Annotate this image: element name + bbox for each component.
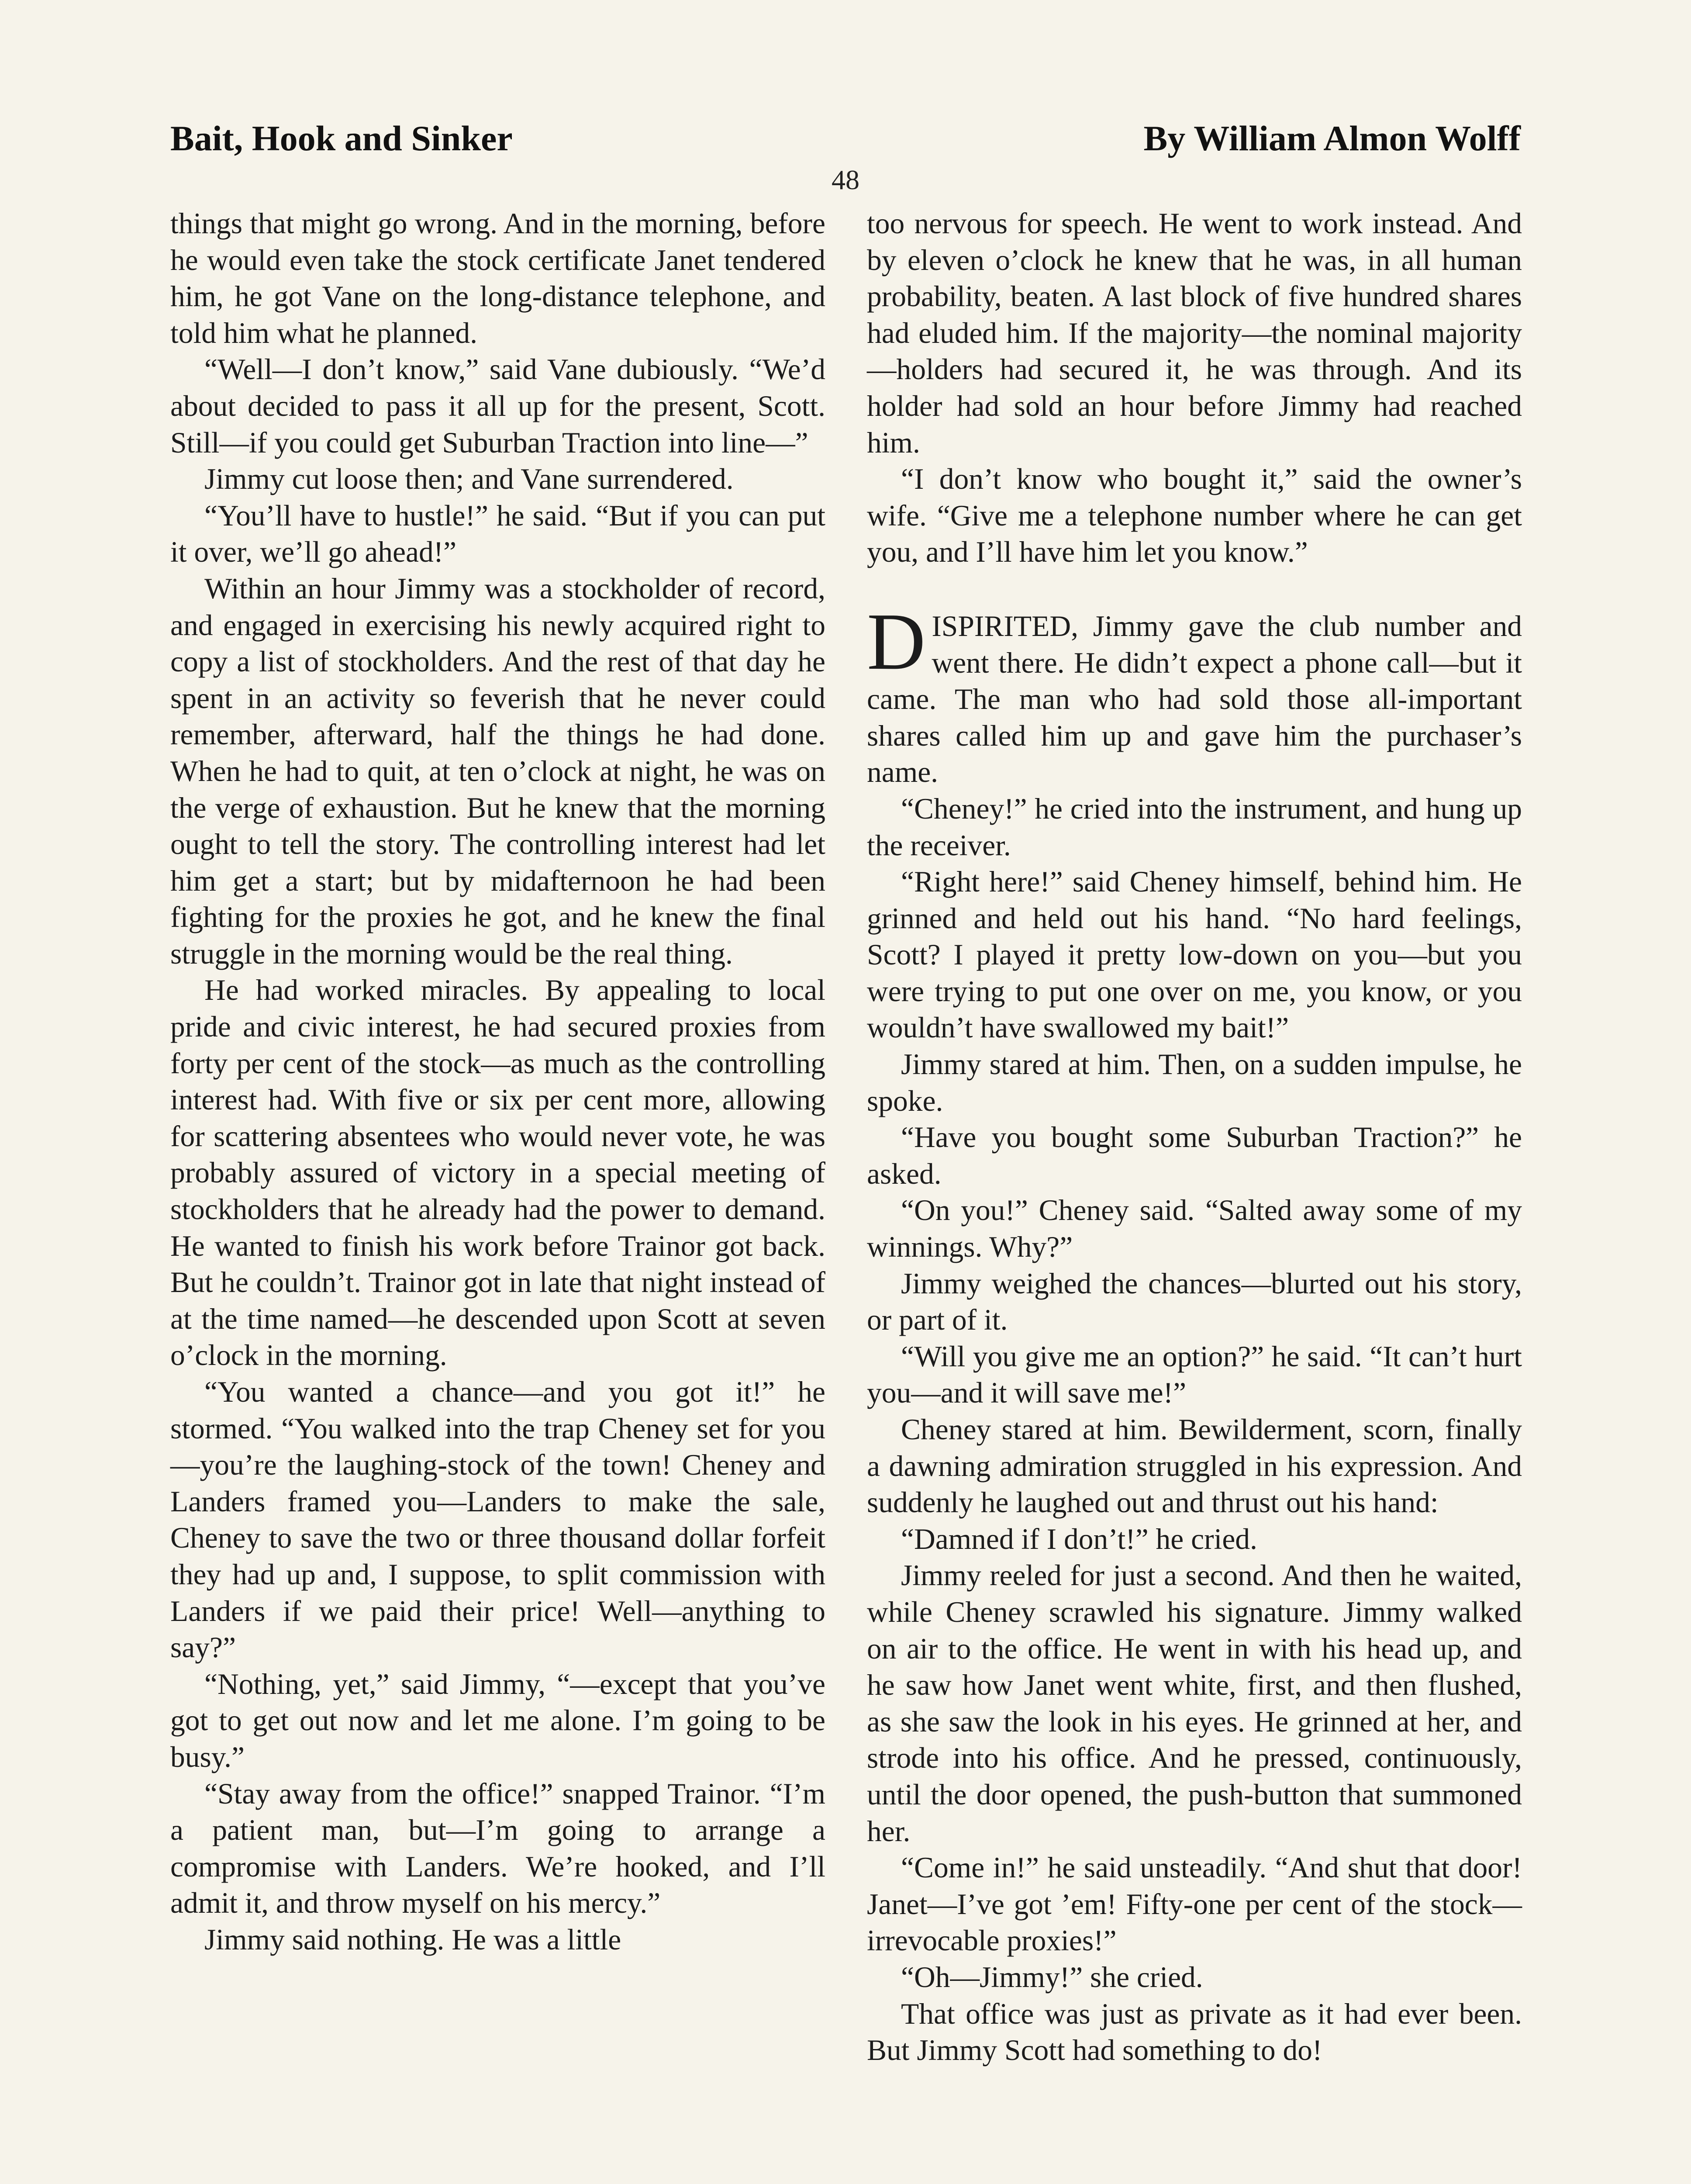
paragraph: “Stay away from the office!” snapped Trainor. “I’m a patient man, but—I’m going to arrange a compromise with Landers. We’re hooked, and I’ll admit it, and throw myself on his mercy.” bbox=[170, 1777, 825, 1920]
paragraph: He had worked miracles. By appealing to local pride and civic interest, he had secured proxies from forty per cent of the stock—as much as the controlling interest had. With five or six per cent more, allowing for scattering absentees who would never vote, he was probably assured of victory in a special meeting of stockholders that he already had the power to demand. He wanted to finish his work before Trainor got back. But he couldn’t. Trainor got in late that night instead of at the time named—he descended upon Scott at seven o’clock in the morning. bbox=[170, 974, 825, 1372]
page-number: 48 bbox=[832, 164, 859, 195]
story-title: Bait, Hook and Sinker bbox=[170, 118, 513, 158]
right-column-bottom bbox=[867, 791, 1522, 2069]
paragraph: Jimmy weighed the chances—blurted out his story, or part of it. bbox=[867, 1267, 1522, 1337]
paragraph: “Will you give me an option?” he said. “It can’t hurt you—and it will save me!” bbox=[867, 1340, 1522, 1410]
paragraph: Jimmy said nothing. He was a little bbox=[204, 1923, 621, 1956]
paragraph: “Have you bought some Suburban Traction?” he asked. bbox=[867, 1121, 1522, 1190]
paragraph: That office was just as private as it had ever been. But Jimmy Scott had something to do! bbox=[867, 1997, 1522, 2067]
paragraph: “Well—I don’t know,” said Vane dubiously. “We’d about decided to pass it all up for the present, Scott. Still—if you could get Suburban Traction into line—” bbox=[170, 353, 825, 459]
story-author: By William Almon Wolff bbox=[1143, 118, 1521, 158]
paragraph: “You’ll have to hustle!” he said. “But if you can put it over, we’ll go ahead!” bbox=[170, 499, 825, 569]
paragraph: Jimmy stared at him. Then, on a sudden impulse, he spoke. bbox=[867, 1048, 1522, 1117]
right-column bbox=[867, 205, 1522, 2069]
paragraph: “Nothing, yet,” said Jimmy, “—except that you’ve got to get out now and let me alone. I’m going to be busy.” bbox=[170, 1667, 825, 1773]
paragraph: Within an hour Jimmy was a stockholder of record, and engaged in exercising his newly acquired right to copy a list of stockholders. And the rest of that day he spent in an activity so feverish that he never could remember, afterward, half the things he had done. When he had to quit, at ten o’clock at night, he was on the verge of exhaustion. But he knew that the morning ought to tell the story. The controlling interest had let him get a start; but by midafternoon he had been fighting for the proxies he got, and he knew the final struggle in the morning would be the real thing. bbox=[170, 572, 825, 970]
paragraph: things that might go wrong. And in the morning, before he would even take the stock certificate Janet tendered him, he got Vane on the long-distance telephone, and told him what he planned. bbox=[170, 207, 825, 349]
dropcap-text: ISPIRITED, Jimmy gave the club number and went there. He didn’t expect a phone call—but it came. The man who had sold those all-important shares called him up and gave him the purchaser’s name. bbox=[867, 609, 1522, 789]
paragraph: “I don’t know who bought it,” said the owner’s wife. “Give me a telephone number where he can get you, and I’ll have him let you know.” bbox=[867, 463, 1522, 569]
page-header bbox=[170, 118, 1521, 159]
right-column-top bbox=[867, 205, 1522, 570]
paragraph: “Cheney!” he cried into the instrument, and hung up the receiver. bbox=[867, 792, 1522, 862]
paragraph: “Come in!” he said unsteadily. “And shut that door! Janet—I’ve got ’em! Fifty-one per cent of the stock—irrevocable proxies!” bbox=[867, 1851, 1522, 1957]
paragraph: “You wanted a chance—and you got it!” he stormed. “You walked into the trap Cheney set for you—you’re the laughing-stock of the town! Cheney and Landers framed you—Landers to make the sale, Cheney to save the two or three thousand dollar forfeit they had up and, I suppose, to split commission with Landers if we paid their price! Well—anything to say?” bbox=[170, 1375, 825, 1664]
dropcap-paragraph bbox=[867, 596, 1522, 791]
paragraph: “Right here!” said Cheney himself, behind him. He grinned and held out his hand. “No hard feelings, Scott? I played it pretty low-down on you—but you were trying to put one over on me, you know, or you wouldn’t have swallowed my bait!” bbox=[867, 865, 1522, 1044]
paragraph: Cheney stared at him. Bewilderment, scorn, finally a dawning admiration struggled in his expression. And suddenly he laughed out and thrust out his hand: bbox=[867, 1413, 1522, 1519]
dropcap-letter: D bbox=[867, 596, 926, 687]
paragraph: “Damned if I don’t!” he cried. bbox=[901, 1522, 1257, 1555]
paragraph: Jimmy cut loose then; and Vane surrendered. bbox=[204, 463, 734, 496]
left-column bbox=[170, 205, 825, 1958]
paragraph: “On you!” Cheney said. “Salted away some of my winnings. Why?” bbox=[867, 1194, 1522, 1264]
paragraph: too nervous for speech. He went to work instead. And by eleven o’clock he knew that he was, in all human probability, beaten. A last block of five hundred shares had eluded him. If the majority—the nominal majority—holders had secured it, he was through. And its holder had sold an hour before Jimmy had reached him. bbox=[867, 207, 1522, 459]
paragraph: Jimmy reeled for just a second. And then he waited, while Cheney scrawled his signature. Jimmy walked on air to the office. He went in with his head up, and he saw how Janet went white, first, and then flushed, as she saw the look in his eyes. He grinned at her, and strode into his office. And he pressed, continuously, until the door opened, the push-button that summoned her. bbox=[867, 1559, 1522, 1848]
paragraph: “Oh—Jimmy!” she cried. bbox=[901, 1960, 1203, 1994]
